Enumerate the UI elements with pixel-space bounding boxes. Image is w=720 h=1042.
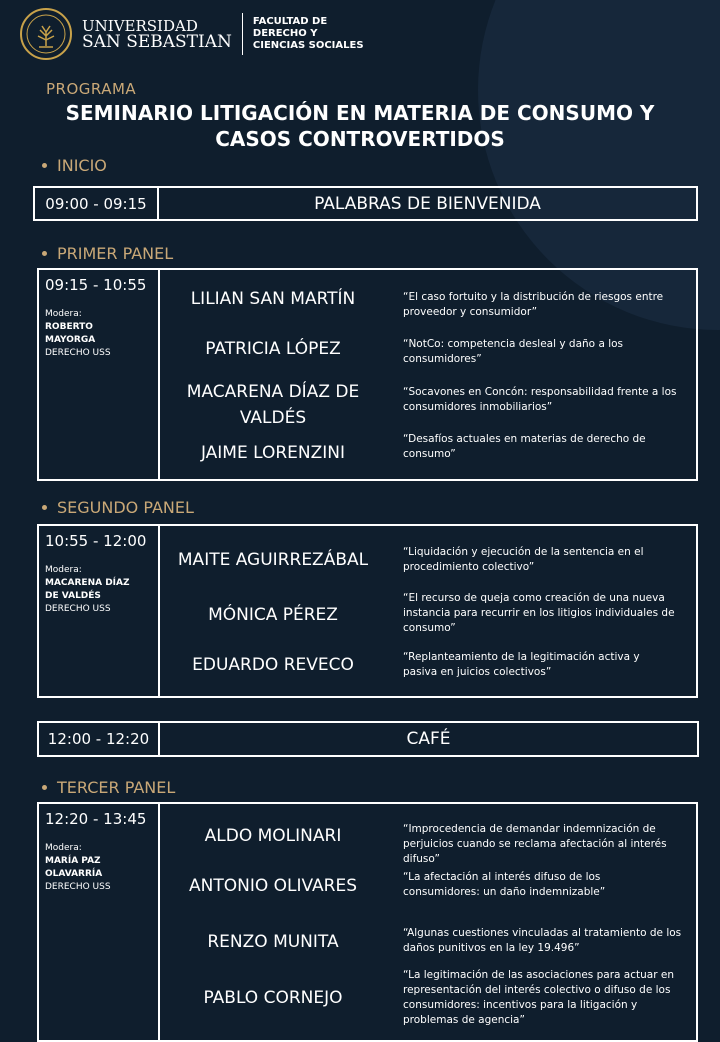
speaker-name: PATRICIA LÓPEZ [205, 339, 341, 359]
faculty-line1: FACULTAD DE [252, 16, 328, 27]
bullet-icon [42, 505, 47, 510]
talk-title: “Socavones en Concón: responsabilidad frente a los consumidores inmobiliarios” [403, 386, 677, 413]
university-name [82, 18, 232, 50]
section-label-panel1 [42, 244, 173, 263]
section-label-text: PRIMER PANEL [57, 244, 174, 263]
program-label: PROGRAMA [46, 80, 137, 98]
header-divider [242, 13, 243, 55]
talk-title: “Algunas cuestiones vinculadas al tratamiento de los daños punitivos en la ley 19.496” [403, 927, 682, 954]
panel2-box [37, 524, 698, 698]
title-line1: SEMINARIO LITIGACIÓN EN MATERIA DE CONSUMO Y [65, 101, 655, 125]
header [20, 6, 364, 62]
moderator-name-line2: MAYORGA [45, 335, 96, 345]
moderator-label: Modera: [45, 843, 82, 853]
speaker-name: MACARENA DÍAZ DE VALDÉS [186, 382, 360, 428]
speaker-name: LILIAN SAN MARTÍN [190, 289, 356, 309]
talk-title: “NotCo: competencia desleal y daño a los consumidores” [403, 338, 624, 365]
section-label-inicio [42, 156, 107, 175]
faculty-name [253, 16, 364, 52]
moderator-affiliation: DERECHO USS [45, 348, 111, 358]
section-label-text: SEGUNDO PANEL [57, 498, 194, 517]
moderator-affiliation: DERECHO USS [45, 604, 111, 614]
time-cell [39, 804, 160, 1040]
moderator-label: Modera: [45, 309, 82, 319]
moderator-name-line1: ROBERTO [45, 322, 93, 332]
panel2-time: 10:55 - 12:00 [45, 532, 147, 550]
talk-title: “La afectación al interés difuso de los consumidores: un daño indemnizable” [403, 871, 606, 898]
bullet-icon [42, 251, 47, 256]
time-cell [39, 270, 160, 479]
talk-title: “Desafíos actuales en materias de derecho de consumo” [403, 433, 646, 460]
speaker-name: ANTONIO OLIVARES [188, 876, 357, 896]
university-line1: UNIVERSIDAD [82, 17, 198, 35]
moderator-name-line1: MACARENA DÍAZ [45, 578, 130, 588]
talk-title: “Improcedencia de demandar indemnización de perjuicios cuando se reclama afectación al interés difuso” [403, 823, 667, 865]
seminar-title [20, 100, 700, 152]
time-cell [39, 723, 160, 755]
speaker-name: MÓNICA PÉREZ [208, 605, 338, 625]
title-line2: CASOS CONTROVERTIDOS [215, 127, 505, 151]
speaker-name: MAITE AGUIRREZÁBAL [177, 550, 369, 570]
talk-title: “El recurso de queja como creación de una nueva instancia para recurrir en los litigios individuales de consumo” [403, 592, 675, 634]
bullet-icon [42, 785, 47, 790]
speaker-name: ALDO MOLINARI [204, 826, 342, 846]
speaker-name: EDUARDO REVECO [192, 655, 354, 675]
section-label-panel2 [42, 498, 194, 517]
moderator-name-line2: DE VALDÉS [45, 591, 101, 601]
panel3-moderator [45, 842, 111, 894]
talk-title: “La legitimación de las asociaciones para actuar en representación del interés colectivo o difuso de los consumidores: incentivos para la litigación y problemas de agencia” [403, 969, 674, 1026]
moderator-name-line1: MARÍA PAZ [45, 856, 101, 866]
panel2-moderator [45, 564, 130, 616]
talk-title: “El caso fortuito y la distribución de riesgos entre proveedor y consumidor” [403, 291, 664, 318]
panel1-box [37, 268, 698, 481]
university-line2: SAN SEBASTIAN [82, 32, 232, 52]
speaker-name: PABLO CORNEJO [203, 988, 343, 1008]
moderator-affiliation: DERECHO USS [45, 882, 111, 892]
faculty-line3: CIENCIAS SOCIALES [252, 40, 364, 51]
speaker-name: JAIME LORENZINI [200, 443, 346, 463]
section-label-panel3 [42, 778, 175, 797]
panel3-box [37, 802, 698, 1042]
talk-title: “Replanteamiento de la legitimación activa y pasiva en juicios colectivos” [403, 651, 640, 678]
cafe-activity: CAFÉ [406, 729, 451, 749]
section-label-text: TERCER PANEL [57, 778, 176, 797]
moderator-label: Modera: [45, 565, 82, 575]
time-cell [35, 188, 159, 219]
section-label-text: INICIO [57, 156, 107, 175]
inicio-row [33, 186, 698, 221]
cafe-time: 12:00 - 12:20 [47, 730, 150, 748]
panel1-moderator [45, 308, 111, 360]
time-cell [39, 526, 160, 696]
university-seal-logo [20, 8, 72, 60]
talk-title: “Liquidación y ejecución de la sentencia en el procedimiento colectivo” [403, 546, 644, 573]
panel1-time: 09:15 - 10:55 [45, 276, 147, 294]
moderator-name-line2: OLAVARRÍA [45, 869, 103, 879]
inicio-time: 09:00 - 09:15 [45, 194, 147, 213]
inicio-activity: PALABRAS DE BIENVENIDA [314, 193, 541, 214]
speaker-name: RENZO MUNITA [207, 932, 339, 952]
bullet-icon [42, 163, 47, 168]
cafe-row [37, 721, 699, 757]
faculty-line2: DERECHO Y [252, 28, 318, 39]
panel3-time: 12:20 - 13:45 [45, 810, 147, 828]
